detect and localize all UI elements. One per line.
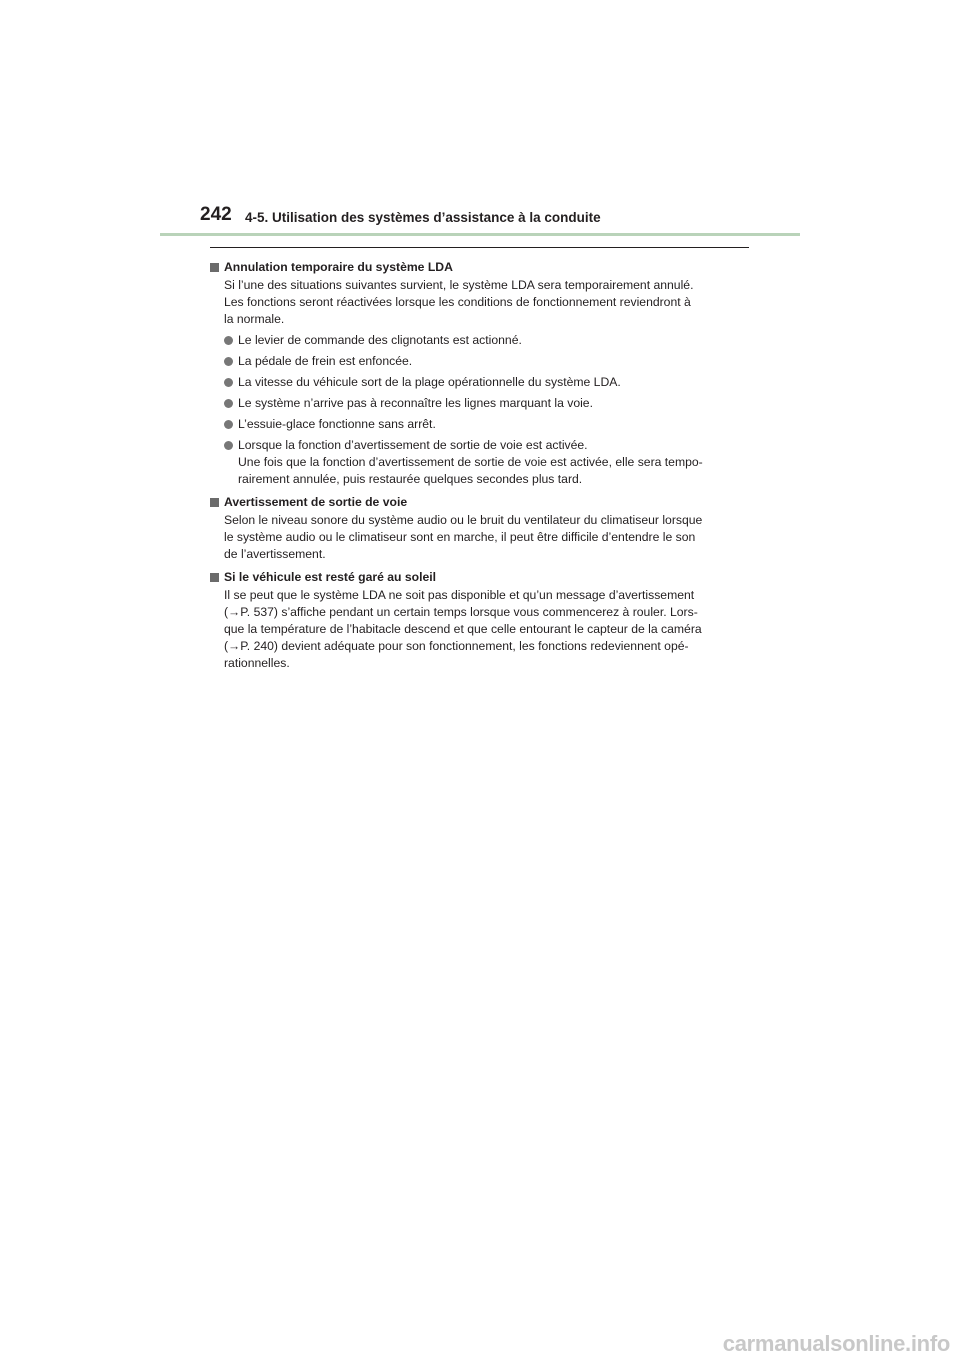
bullet-line: Le levier de commande des clignotants est actionné. [238,333,522,347]
paragraph-line: Il se peut que le système LDA ne soit pas disponible et qu’un message d’avertissement [224,588,695,602]
page-header [160,200,800,236]
header-rule [160,233,800,236]
paragraph-line: (→P. 537) s’affiche pendant un certain temps lorsque vous commencerez à rouler. Lors- [224,605,698,619]
square-bullet-icon [210,573,219,582]
bullet-item [210,437,749,488]
circle-bullet-icon [224,378,233,387]
bullet-item [210,353,749,370]
section-paragraph [210,277,749,328]
square-bullet-icon [210,498,219,507]
section-block [210,567,749,672]
paragraph-line: le système audio ou le climatiseur sont en marche, il peut être difficile d’entendre le son [224,530,696,544]
watermark-text: carmanualsonline.info [722,1331,950,1356]
circle-bullet-icon [224,441,233,450]
section-heading-text: Avertissement de sortie de voie [224,495,408,509]
circle-bullet-icon [224,336,233,345]
section-heading [210,567,749,587]
paragraph-line: la normale. [224,312,285,326]
bullet-text [238,416,436,433]
section-title: 4-5. Utilisation des systèmes d’assistance à la conduite [245,210,601,225]
bullet-line: Le système n’arrive pas à reconnaître les lignes marquant la voie. [238,396,593,410]
paragraph-line: Si l’une des situations suivantes survient, le système LDA sera temporairement annulé. [224,278,694,292]
section-block [210,257,749,488]
bullet-line: Lorsque la fonction d’avertissement de sortie de voie est activée. [238,438,588,452]
section-heading-text: Annulation temporaire du système LDA [224,260,453,274]
bullet-item [210,395,749,412]
section-paragraph [210,587,749,672]
watermark [0,1331,960,1358]
bullet-text [238,395,593,412]
section-heading-text: Si le véhicule est resté garé au soleil [224,570,437,584]
section-heading [210,257,749,277]
section-block [210,492,749,563]
bullet-line: L’essuie-glace fonctionne sans arrêt. [238,417,436,431]
circle-bullet-icon [224,420,233,429]
paragraph-line: (→P. 240) devient adéquate pour son fonctionnement, les fonctions redeviennent opé- [224,639,689,653]
section-heading [210,492,749,512]
page-content [210,257,749,676]
bullet-item [210,332,749,349]
bullet-item [210,374,749,391]
square-bullet-icon [210,263,219,272]
paragraph-line: rationnelles. [224,656,290,670]
bullet-text [238,437,703,488]
bullet-item [210,416,749,433]
bullet-line: rairement annulée, puis restaurée quelques secondes plus tard. [238,472,583,486]
bullet-line: Une fois que la fonction d’avertissement de sortie de voie est activée, elle sera tempo- [238,455,703,469]
paragraph-line: Les fonctions seront réactivées lorsque les conditions de fonctionnement reviendront à [224,295,691,309]
bullet-text [238,374,621,391]
circle-bullet-icon [224,357,233,366]
paragraph-line: de l’avertissement. [224,547,326,561]
page-number: 242 [200,204,232,225]
bullet-text [238,332,522,349]
paragraph-line: que la température de l’habitacle descend et que celle entourant le capteur de la caméra [224,622,702,636]
bullet-line: La vitesse du véhicule sort de la plage opérationnelle du système LDA. [238,375,621,389]
bullet-text [238,353,412,370]
content-top-rule [210,247,749,248]
section-paragraph [210,512,749,563]
paragraph-line: Selon le niveau sonore du système audio ou le bruit du ventilateur du climatiseur lorsque [224,513,703,527]
circle-bullet-icon [224,399,233,408]
bullet-line: La pédale de frein est enfoncée. [238,354,413,368]
